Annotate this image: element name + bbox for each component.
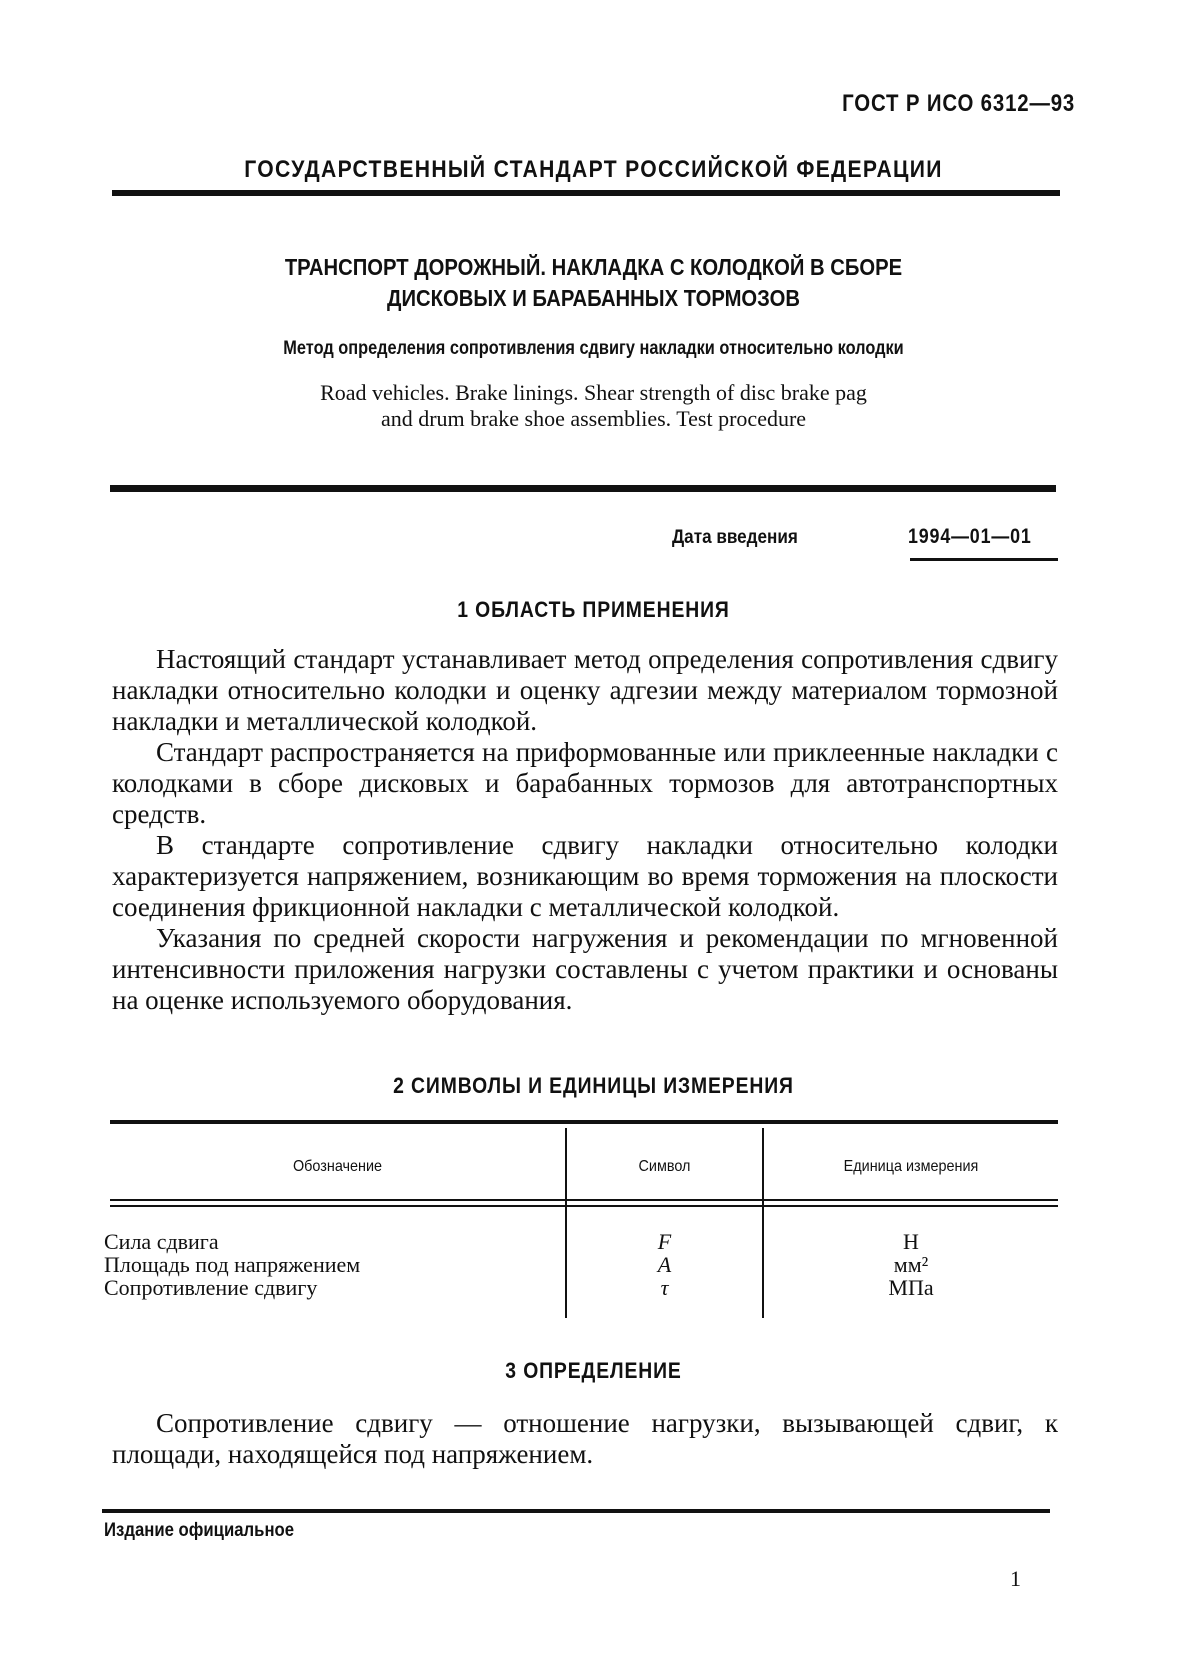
document-subtitle: Метод определения сопротивления сдвигу накладки относительно колодки	[283, 338, 904, 359]
page-number: 1	[1010, 1566, 1021, 1591]
table-header-rule	[110, 1199, 1058, 1201]
document-title	[71, 252, 1116, 314]
edition-label: Издание официальное	[104, 1520, 295, 1541]
paragraph: Стандарт распространяется на приформованные или приклеенные накладки с колодками в сборе дисковых и барабанных тормозов для автотранспортных средств.	[112, 737, 1058, 829]
title-line-1: ТРАНСПОРТ ДОРОЖНЫЙ. НАКЛАДКА С КОЛОДКОЙ В СБОРЕ	[284, 254, 903, 280]
intro-date-label: Дата введения	[672, 527, 798, 548]
paragraph: В стандарте сопротивление сдвигу накладки относительно колодки характеризуется напряжением, возникающим во время торможения на плоскости соединения фрикционной накладки с металлической колодкой.	[112, 830, 1058, 922]
intro-date-value: 1994—01—01	[908, 525, 1032, 548]
date-underline	[910, 558, 1058, 561]
table-header-unit: Единица измерения	[843, 1158, 979, 1175]
divider-title	[110, 485, 1056, 492]
table-cell: Сила сдвига	[104, 1229, 219, 1254]
paragraph: Указания по средней скорости нагружения и рекомендации по мгновенной интенсивности приложения нагрузки составлены с учетом практики и основаны на оценке используемого оборудования.	[112, 923, 1058, 1015]
section-1-body	[112, 644, 1058, 1016]
english-title-line-1: Road vehicles. Brake linings. Shear strength of disc brake pag	[320, 380, 867, 405]
divider-footer	[102, 1509, 1050, 1513]
paragraph: Настоящий стандарт устанавливает метод определения сопротивления сдвигу накладки относительно колодки и оценку адгезии между материалом тормозной накладки и металлической колодкой.	[112, 644, 1058, 736]
table-cell: Площадь под напряжением	[104, 1252, 361, 1277]
table-cell: Сопротивление сдвигу	[104, 1275, 318, 1300]
title-line-2: ДИСКОВЫХ И БАРАБАННЫХ ТОРМОЗОВ	[387, 285, 800, 311]
section-1-heading: 1 ОБЛАСТЬ ПРИМЕНЕНИЯ	[457, 597, 730, 622]
table-cell: A	[657, 1252, 672, 1277]
table-column-designation	[104, 1230, 544, 1299]
table-header-designation: Обозначение	[292, 1158, 383, 1175]
table-cell: τ	[660, 1275, 669, 1300]
organization-title: ГОСУДАРСТВЕННЫЙ СТАНДАРТ РОССИЙСКОЙ ФЕДЕРАЦИИ	[244, 156, 943, 183]
section-3-body	[112, 1408, 1058, 1470]
section-3-heading: 3 ОПРЕДЕЛЕНИЕ	[505, 1358, 682, 1383]
table-header-symbol: Символ	[638, 1158, 691, 1175]
table-column-unit	[764, 1230, 1058, 1299]
table-cell: Н	[903, 1229, 919, 1254]
english-title-line-2: and drum brake shoe assemblies. Test procedure	[380, 406, 807, 431]
paragraph: Сопротивление сдвигу — отношение нагрузки, вызывающей сдвиг, к площади, находящейся под напряжением.	[112, 1408, 1058, 1469]
table-cell: МПа	[888, 1275, 934, 1300]
section-2-heading: 2 СИМВОЛЫ И ЕДИНИЦЫ ИЗМЕРЕНИЯ	[393, 1073, 794, 1098]
english-title	[0, 380, 1187, 432]
table-cell: мм²	[893, 1252, 929, 1277]
divider-top	[112, 190, 1060, 196]
table-cell: F	[657, 1229, 672, 1254]
symbols-table	[104, 1120, 1058, 1322]
table-column-symbol	[567, 1230, 762, 1299]
table-header-rule	[110, 1205, 1058, 1207]
document-code: ГОСТ Р ИСО 6312—93	[842, 90, 1075, 117]
table-top-rule	[110, 1120, 1058, 1124]
